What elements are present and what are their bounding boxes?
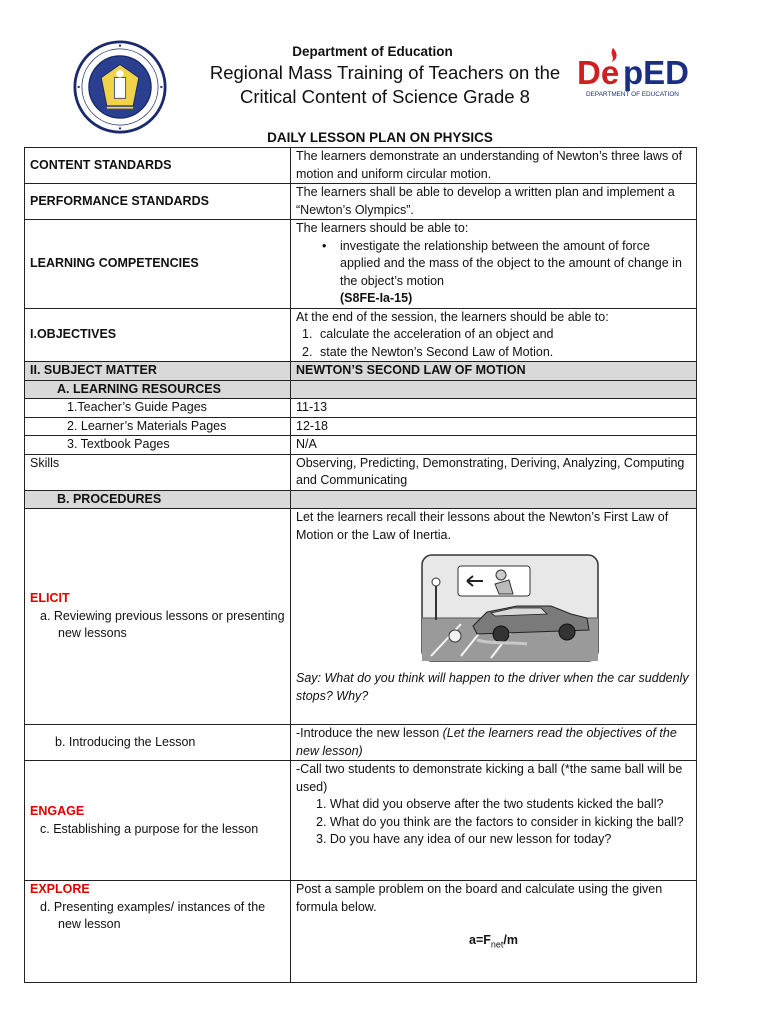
learning-competencies-label: LEARNING COMPETENCIES: [25, 220, 291, 309]
learning-competencies-cell: [291, 220, 697, 309]
department-name: Department of Education: [292, 44, 453, 59]
resource-label: 2. Learner’s Materials Pages: [25, 417, 291, 436]
skills-label: Skills: [25, 454, 291, 490]
skills-value: Observing, Predicting, Demonstrating, Deriving, Analyzing, Computing and Communicating: [291, 454, 697, 490]
resource-label: 1.Teacher’s Guide Pages: [25, 399, 291, 418]
objective-item: 2. state the Newton’s Second Law of Motion.: [302, 344, 554, 359]
deped-logo: [575, 44, 690, 100]
subject-matter-row: [25, 362, 697, 381]
explore-text: Post a sample problem on the board and calculate using the given formula below.: [296, 882, 663, 914]
elicit-row: [25, 509, 697, 725]
objective-item: 1. calculate the acceleration of an object and: [302, 327, 554, 341]
engage-question: 2. What do you think are the factors to consider in kicking the ball?: [316, 814, 684, 829]
competency-bullet: • investigate the relationship between the amount of force applied and the mass of the object to the amount of change in the object’s motion: [296, 238, 691, 291]
newton-second-law-formula: $a=F_{net}/m$: [469, 933, 518, 950]
engage-text: -Call two students to demonstrate kicking a ball (*the same ball will be used): [296, 762, 683, 794]
explore-cell: [25, 881, 291, 983]
performance-standards-text: The learners shall be able to develop a written plan and implement a “Newton’s Olympics”.: [291, 184, 697, 220]
engage-phase-label: ENGAGE: [30, 804, 85, 818]
engage-question: 1. What did you observe after the two students kicked the ball?: [316, 797, 664, 811]
resource-value: 12-18: [291, 417, 697, 436]
performance-standards-label: PERFORMANCE STANDARDS: [25, 184, 291, 220]
introducing-text: -Introduce the new lesson: [296, 726, 443, 740]
svg-text:DEPARTMENT OF EDUCATION: DEPARTMENT OF EDUCATION: [586, 91, 679, 98]
objectives-intro: At the end of the session, the learners should be able to:: [296, 309, 609, 324]
engage-row: [25, 761, 697, 881]
car-braking-illustration: [421, 554, 599, 662]
elicit-say: Say: What do you think will happen to the driver when the car suddenly stops? Why?: [296, 671, 689, 703]
resource-label: 3. Textbook Pages: [25, 436, 291, 455]
content-standards-label: CONTENT STANDARDS: [25, 148, 291, 184]
explore-phase-label: EXPLORE: [30, 882, 90, 896]
procedures-empty: [291, 490, 697, 509]
objectives-label: I.OBJECTIVES: [25, 308, 291, 362]
explore-content: [291, 881, 697, 983]
subject-matter-value: NEWTON’S SECOND LAW OF MOTION: [291, 362, 697, 381]
introducing-note: (Let the learners read the objectives of the new lesson): [296, 726, 677, 758]
competencies-intro: The learners should be able to:: [296, 221, 469, 235]
introducing-label: b. Introducing the Lesson: [25, 725, 291, 761]
explore-sub-label: d. Presenting examples/ instances of the new lesson: [40, 899, 266, 931]
resource-value: 11-13: [291, 399, 697, 418]
elicit-text: Let the learners recall their lessons about the Newton’s First Law of Motion or the Law of Inertia.: [296, 510, 669, 542]
skills-row: [25, 454, 697, 490]
resource-row: [25, 436, 697, 455]
procedures-row: [25, 490, 697, 509]
resource-value: N/A: [291, 436, 697, 455]
engage-sub-label: c. Establishing a purpose for the lesson: [40, 821, 259, 836]
competency-code: (S8FE-Ia-15): [340, 291, 413, 305]
engage-cell: [25, 761, 291, 881]
learning-competencies-row: [25, 220, 697, 309]
subject-matter-label: II. SUBJECT MATTER: [25, 362, 291, 381]
elicit-cell: [25, 509, 291, 725]
learning-resources-label: A. LEARNING RESOURCES: [25, 380, 291, 399]
deped-seal-logo: [73, 40, 167, 134]
performance-standards-row: [25, 184, 697, 220]
introducing-content: [291, 725, 697, 761]
procedures-label: B. PROCEDURES: [25, 490, 291, 509]
content-standards-row: [25, 148, 697, 184]
explore-row: [25, 881, 697, 983]
svg-text:pED: pED: [623, 54, 689, 91]
engage-content: [291, 761, 697, 881]
lesson-plan-table: [24, 147, 697, 983]
learning-resources-empty: [291, 380, 697, 399]
lesson-plan-title: DAILY LESSON PLAN ON PHYSICS: [267, 130, 493, 145]
training-title-line2: Critical Content of Science Grade 8: [240, 86, 530, 107]
elicit-phase-label: ELICIT: [30, 591, 70, 606]
elicit-sub-label: a. Reviewing previous lessons or presenting new lessons: [40, 608, 285, 641]
elicit-content: [291, 509, 697, 725]
objectives-row: [25, 308, 697, 362]
resource-row: [25, 417, 697, 436]
engage-question: 3. Do you have any idea of our new lesson for today?: [316, 832, 612, 846]
content-standards-text: The learners demonstrate an understanding of Newton’s three laws of motion and uniform circular motion.: [291, 148, 697, 184]
learning-resources-row: [25, 380, 697, 399]
training-title-line1: Regional Mass Training of Teachers on the: [209, 62, 561, 83]
svg-text:De: De: [577, 54, 620, 91]
objectives-cell: [291, 308, 697, 362]
introducing-row: [25, 725, 697, 761]
resource-row: [25, 399, 697, 418]
